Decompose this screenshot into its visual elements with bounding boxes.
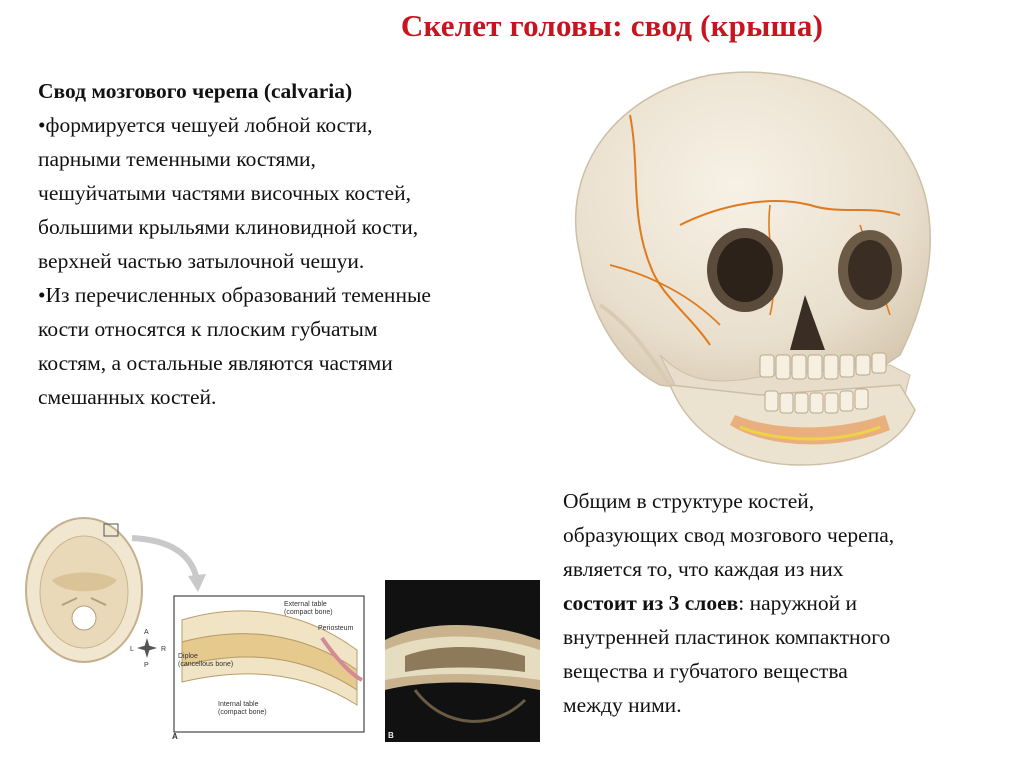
- left-line: парными теменными костями,: [38, 147, 316, 171]
- compass-letter: R: [161, 646, 167, 653]
- slide-title: Скелет головы: свод (крыша): [400, 8, 824, 43]
- calvaria-heading: Свод мозгового черепа (calvaria): [38, 79, 353, 103]
- label-internal-sub: (compact bone): [218, 709, 267, 716]
- left-line: чешуйчатыми частями височных костей,: [38, 181, 411, 205]
- three-layers-bold: состоит из 3 слоев: [563, 591, 739, 615]
- label-periosteum: Periosteum: [318, 625, 354, 632]
- right-line: внутренней пластинок компактного: [563, 625, 891, 649]
- skull-illustration: [540, 55, 950, 485]
- panel-letter-b: B: [388, 731, 394, 740]
- right-line: вещества и губчатого вещества: [563, 659, 848, 683]
- right-line: образующих свод мозгового черепа,: [563, 523, 895, 547]
- label-internal-table: Internal table: [218, 701, 259, 708]
- left-text-block: [38, 74, 568, 414]
- right-line-with-bold: [563, 586, 1013, 620]
- figure-a-calvaria-layers: [22, 510, 380, 742]
- left-line: •формируется чешуей лобной кости,: [38, 113, 373, 137]
- label-external-table: External table: [284, 601, 327, 608]
- left-line: костям, а остальные являются частями: [38, 351, 393, 375]
- figure-b-calvaria-photo: [385, 580, 540, 742]
- compass-letter: L: [130, 646, 134, 653]
- left-line: большими крыльями клиновидной кости,: [38, 215, 419, 239]
- left-line: смешанных костей.: [38, 385, 217, 409]
- right-line-tail: : наружной и: [738, 591, 858, 615]
- label-diploe-sub: (cancellous bone): [178, 661, 234, 668]
- compass-letter: P: [144, 662, 149, 669]
- left-line: •Из перечисленных образований теменные: [38, 283, 431, 307]
- left-line: верхней частью затылочной чешуи.: [38, 249, 365, 273]
- right-text-block: [563, 484, 1013, 722]
- compass-rose: [137, 638, 157, 658]
- right-line: Общим в структуре костей,: [563, 489, 815, 513]
- label-external-sub: (compact bone): [284, 609, 333, 616]
- label-diploe: Diploe: [178, 653, 198, 660]
- left-line: кости относятся к плоским губчатым: [38, 317, 378, 341]
- compass-letter: A: [144, 629, 149, 636]
- right-line: является то, что каждая из них: [563, 557, 844, 581]
- right-line: между ними.: [563, 693, 682, 717]
- panel-letter-a: A: [172, 732, 178, 741]
